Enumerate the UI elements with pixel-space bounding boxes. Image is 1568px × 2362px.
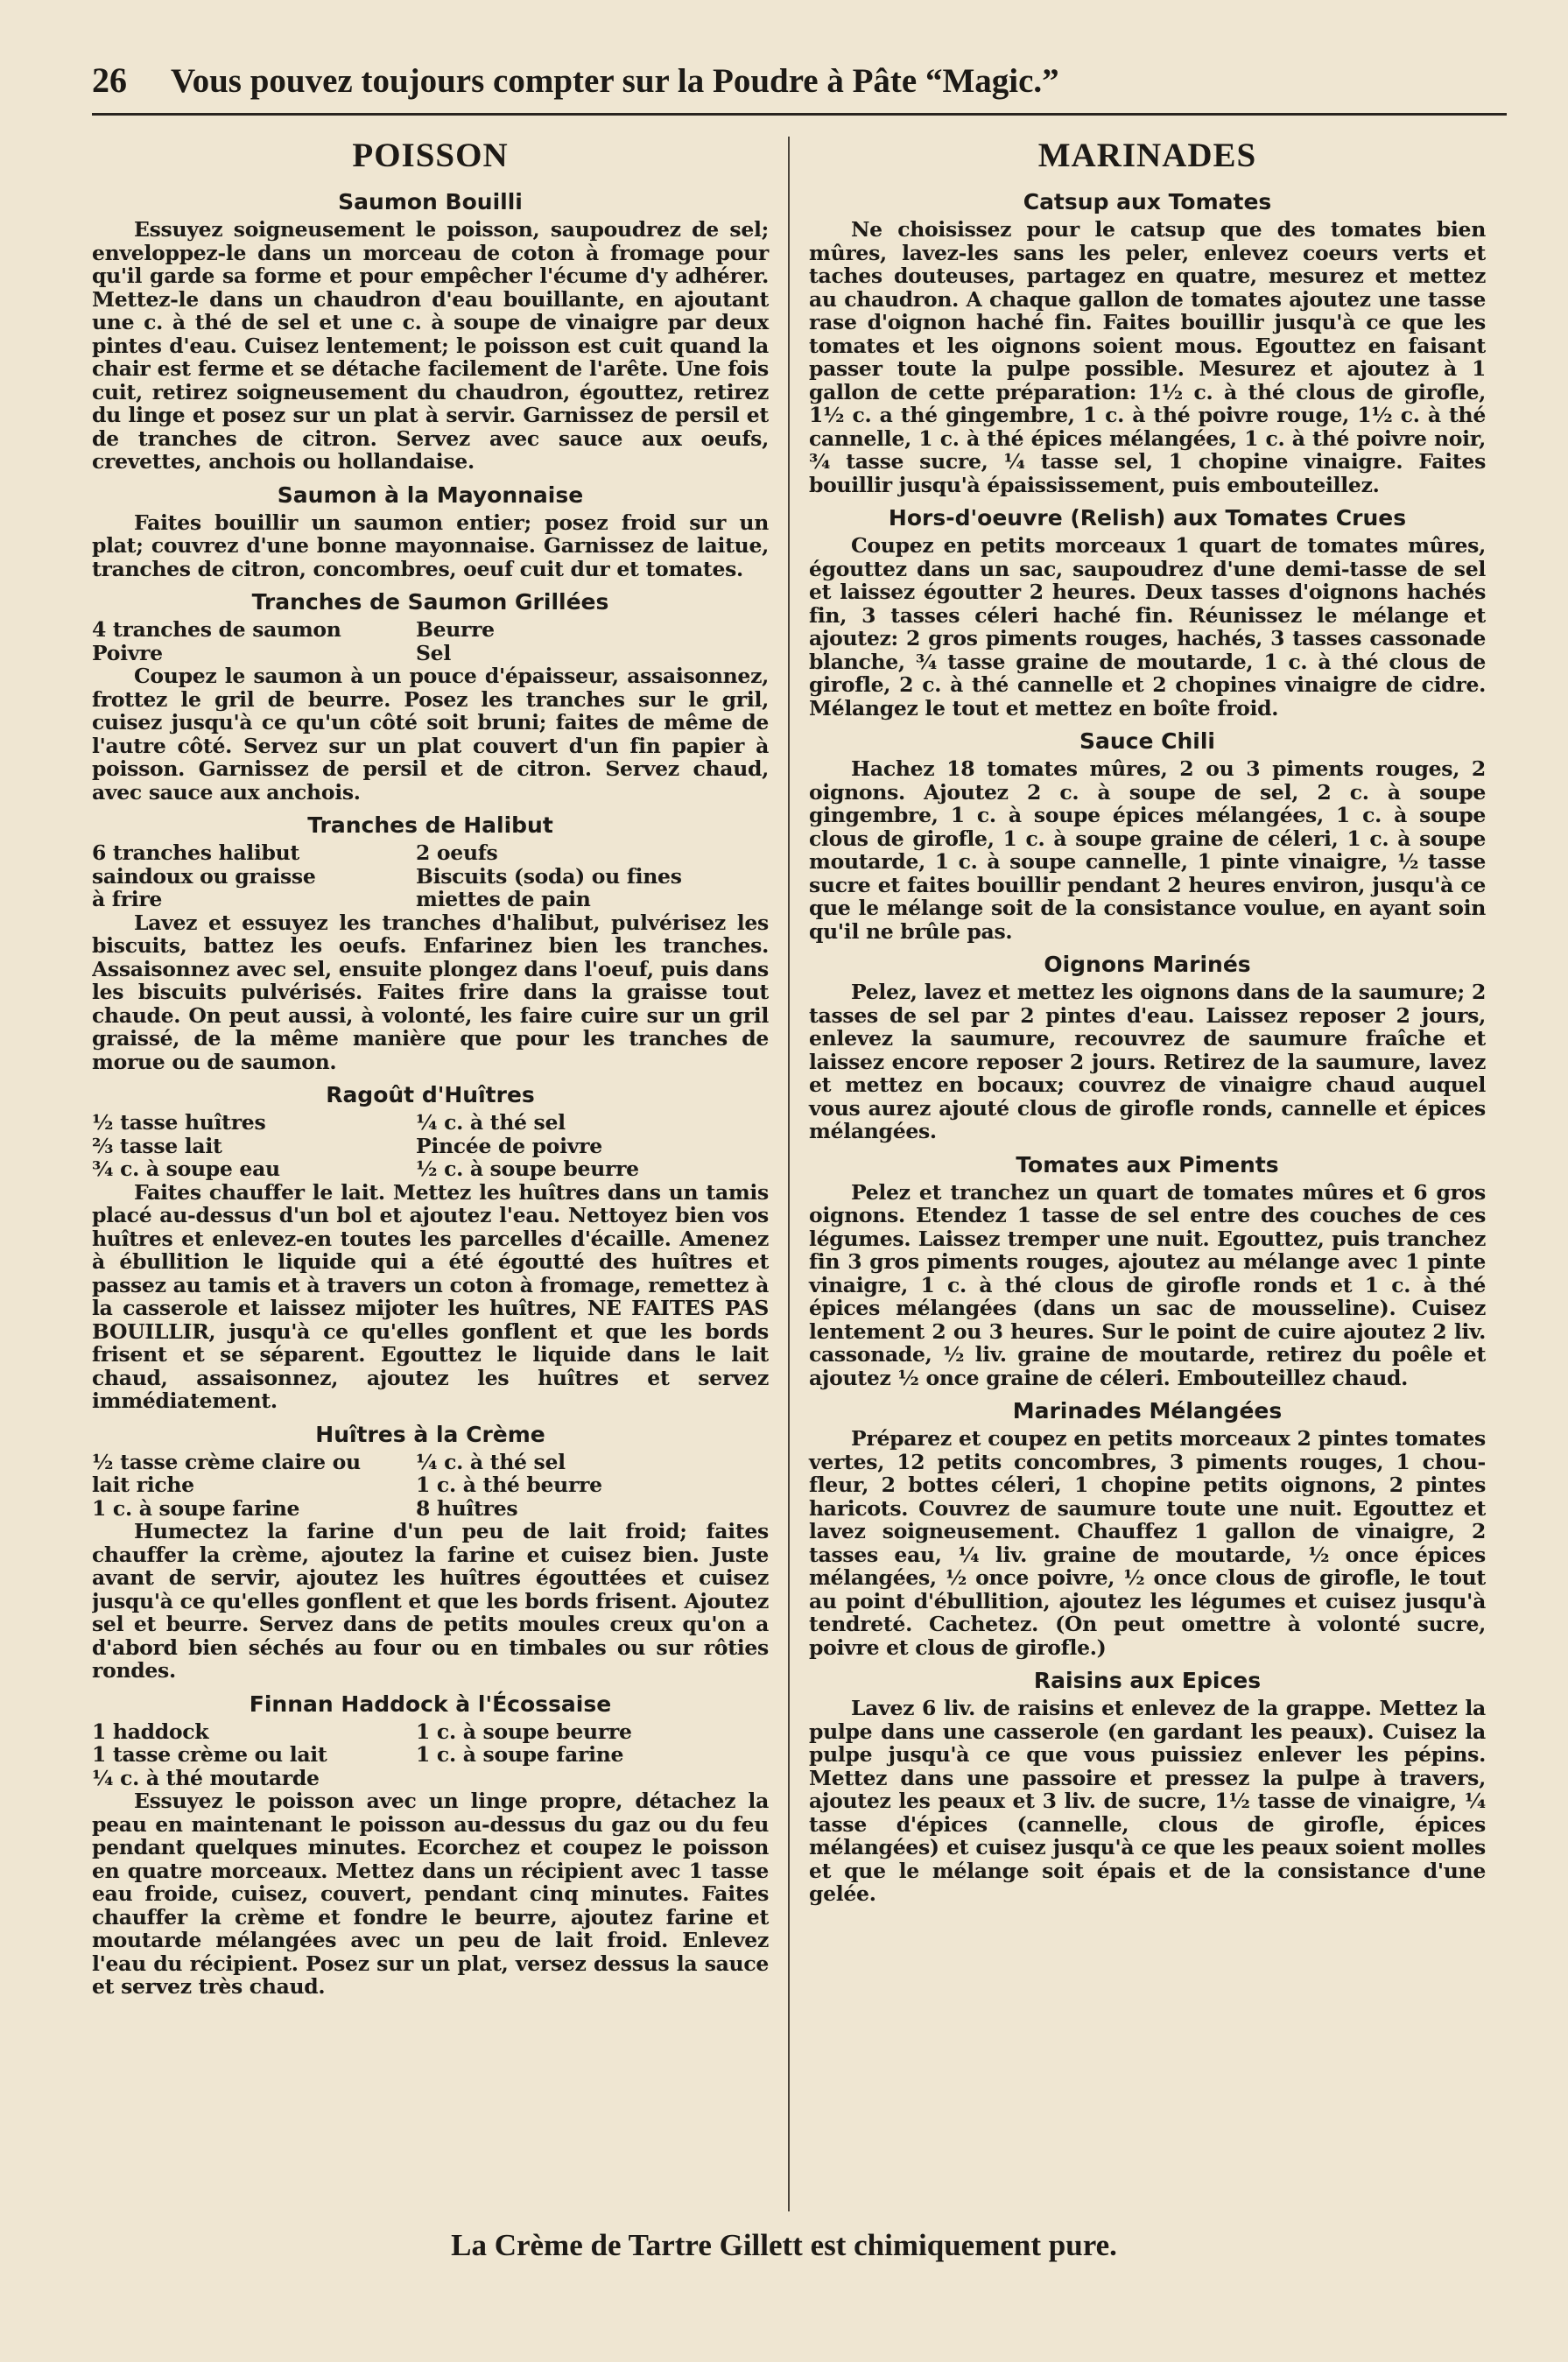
ingredient: ¾ c. à soupe eau: [92, 1156, 280, 1181]
recipe-title: Oignons Marinés: [1044, 952, 1251, 977]
recipe-title: Saumon Bouilli: [338, 189, 523, 214]
recipe: [92, 589, 769, 804]
recipe-title: Sauce Chili: [1079, 728, 1215, 754]
ingredient: 4 tranches de saumon: [92, 617, 341, 642]
recipe: [92, 1422, 769, 1683]
recipe-text: Lavez 6 liv. de raisins et enlevez de la grappe. Mettez la pulpe dans une casserole (en gardant les peaux). Cuisez la pulpe jusqu'à ce que vous puissiez enlever les pépins. Mettez dans une passoire et pressez la pulpe à travers, ajoutez les peaux et 3 liv. de sucre, 1½ tasse de vinaigre, ¼ tasse d'épices (cannelle, clous de girofle, épices mélangées) et cuisez jusqu'à ce que les peaux soient molles et que le mélange soit épais et de la consistance d'une gelée.: [809, 1696, 1486, 1906]
right-column: [790, 131, 1486, 2215]
recipe: [809, 728, 1486, 943]
ingredient-row: [92, 1157, 769, 1181]
left-column: [92, 131, 788, 2215]
recipe-text: Coupez en petits morceaux 1 quart de tomates mûres, égouttez dans un sac, saupoudrez d'une demi-tasse de sel et laissez égoutter 2 heures. Deux tasses d'oignons hachés fin, 3 tasses céleri haché fin. Réunissez le mélange et ajoutez: 2 gros piments rouges, hachés, 3 tasses cassonade blanche, ¾ tasse graine de moutarde, 1 c. à thé clous de girofle, 2 c. à thé cannelle et 2 chopines vinaigre de cidre. Mélangez le tout et mettez en boîte froid.: [809, 533, 1486, 721]
recipe-text: Humectez la farine d'un peu de lait froid; faites chauffer la crème, ajoutez la farine et cuisez bien. Juste avant de servir, ajoutez les huîtres égouttées et cuisez jusqu'à ce qu'elles gonflent et que les bords frisent. Ajoutez sel et beurre. Servez dans de petits moules creux qu'on a d'abord bien séchés au four ou en timbales ou sur rôties rondes.: [92, 1519, 769, 1683]
recipe: [92, 1691, 769, 1999]
recipe-title: Finnan Haddock à l'Écossaise: [249, 1691, 612, 1717]
recipe-title: Marinades Mélangées: [1012, 1398, 1283, 1424]
recipe-text: Hachez 18 tomates mûres, 2 ou 3 piments rouges, 2 oignons. Ajoutez 2 c. à soupe de sel, 2 c. à soupe gingembre, 1 c. à soupe épices mélangées, 1 c. à soupe clous de girofle, 1 c. à soupe graine de céleri, 1 c. à soupe moutarde, 1 c. à soupe cannelle, 1 pinte vinaigre, ½ tasse sucre et faites bouillir pendant 2 heures environ, jusqu'à ce que le mélange soit de la consistance voulue, en ayant soin qu'il ne brûle pas.: [809, 756, 1486, 944]
ingredient: 1 c. à soupe beurre: [416, 1719, 632, 1744]
ingredient: 1 haddock: [92, 1719, 209, 1744]
recipe-text: Pelez et tranchez un quart de tomates mûres et 6 gros oignons. Etendez 1 tasse de sel entre des couches de ces légumes. Laissez tremper une nuit. Egouttez, puis tranchez fin 3 gros piments rouges, ajoutez au mélange avec 1 pinte vinaigre, 1 c. à thé clous de girofle ronds et 1 c. à thé épices mélangées (dans un sac de mousseline). Cuisez lentement 2 ou 3 heures. Sur le point de cuire ajoutez 2 liv. cassonade, ½ liv. graine de moutarde, retirez du poêle et ajoutez ½ once graine de céleri. Embouteillez chaud.: [809, 1179, 1486, 1390]
ingredient-row: [92, 642, 769, 665]
ingredient: saindoux ou graisse à frire: [92, 863, 316, 911]
ingredient: Poivre: [92, 640, 163, 665]
ingredient: 1 c. à soupe farine: [92, 1495, 300, 1521]
ingredient: Biscuits (soda) ou fines miettes de pain: [416, 863, 682, 911]
page-header: [92, 61, 1507, 116]
recipe: [809, 189, 1486, 496]
ingredient: 2 oeufs: [416, 840, 498, 865]
ingredient-row: [92, 1111, 769, 1135]
recipe-text: Lavez et essuyez les tranches d'halibut, pulvérisez les biscuits, battez les oeufs. Enfarinez bien les tranches. Assaisonnez avec sel, ensuite plongez dans l'oeuf, puis dans les biscuits pulvérisés. Faites frire dans la graisse tout chaude. On peut aussi, à volonté, les faire cuire sur un gril graissé, de la même manière que pour les tranches de morue ou de saumon.: [92, 910, 769, 1074]
recipe-title: Tranches de Saumon Grillées: [251, 589, 609, 615]
page-footer: La Crème de Tartre Gillett est chimiquement pure.: [451, 2228, 1117, 2262]
ingredient-row: [92, 1743, 769, 1767]
recipe-title: Huîtres à la Crème: [315, 1421, 545, 1447]
ingredient: ½ c. à soupe beurre: [416, 1156, 639, 1181]
recipe-title: Tranches de Halibut: [307, 812, 553, 838]
page-number: 26: [92, 60, 127, 100]
recipe-title: Raisins aux Epices: [1033, 1668, 1262, 1693]
section-title-marinades: MARINADES: [1037, 137, 1257, 174]
ingredient: ¼ c. à thé sel: [416, 1110, 566, 1135]
ingredient: Beurre: [416, 617, 495, 642]
ingredient: ¼ c. à thé moutarde: [92, 1765, 320, 1790]
ingredient-row: [92, 1497, 769, 1521]
recipe-text: Préparez et coupez en petits morceaux 2 pintes tomates vertes, 12 petits concombres, 3 piments rouges, 1 chou-fleur, 2 bottes céleri, 1 chopine petits oignons, 2 pintes haricots. Couvrez de saumure toute une nuit. Egouttez et lavez soigneusement. Chauffez 1 gallon de vinaigre, 2 tasses eau, ¼ liv. graine de moutarde, ½ once épices mélangées, ½ once poivre, ½ once clous de girofle, le tout au point d'ébullition, ajoutez les légumes et cuisez jusqu'à tendreté. Cachetez. (On peut omettre à volonté sucre, poivre et clous de girofle.): [809, 1426, 1486, 1660]
recipe: [92, 1082, 769, 1413]
ingredient-row: [92, 865, 769, 911]
ingredient: 8 huîtres: [416, 1495, 518, 1521]
ingredient-row: [92, 618, 769, 642]
ingredient: 6 tranches halibut: [92, 840, 299, 865]
recipe-title: Ragoût d'Huîtres: [326, 1082, 535, 1107]
ingredient-row: [92, 1720, 769, 1744]
recipe-title: Hors-d'oeuvre (Relish) aux Tomates Crues: [888, 505, 1407, 531]
recipe-text: Faites bouillir un saumon entier; posez froid sur un plat; couvrez d'une bonne mayonnaise. Garnissez de laitue, tranches de citron, concombres, oeuf cuit dur et tomates.: [92, 510, 769, 581]
ingredient: ½ tasse crème claire ou lait riche: [92, 1449, 361, 1497]
two-column-body: [92, 131, 1507, 2215]
recipe-text: Essuyez le poisson avec un linge propre, détachez la peau en maintenant le poisson au-dessus du gaz ou du feu pendant quelques minutes. Ecorchez et coupez le poisson en quatre morceaux. Mettez dans un récipient avec 1 tasse eau froide, cuisez, couvert, pendant cinq minutes. Faites chauffer la crème et fondre le beurre, ajoutez farine et moutarde mélangées avec un peu de lait froid. Enlevez l'eau du récipient. Posez sur un plat, versez dessus la sauce et servez très chaud.: [92, 1789, 769, 1999]
ingredient: ⅔ tasse lait: [92, 1133, 222, 1158]
recipe: [92, 189, 769, 474]
recipe-title: Saumon à la Mayonnaise: [277, 482, 584, 508]
recipe: [809, 505, 1486, 720]
recipe-title: Tomates aux Piments: [1016, 1151, 1279, 1177]
recipe-text: Coupez le saumon à un pouce d'épaisseur, assaisonnez, frottez le gril de beurre. Posez les tranches sur le gril, cuisez jusqu'à ce qu'un côté soit bruni; faites de même de l'autre côté. Servez sur un plat couvert d'un fin papier à poisson. Garnissez de persil et de citron. Servez chaud, avec sauce aux anchois.: [92, 664, 769, 805]
recipe: [92, 812, 769, 1073]
recipe-text: Ne choisissez pour le catsup que des tomates bien mûres, lavez-les sans les peler, enlevez coeurs verts et taches douteuses, partagez en quatre, mesurez et mettez au chaudron. A chaque gallon de tomates ajoutez une tasse rase d'oignon haché fin. Faites bouillir jusqu'à ce que les tomates et les oignons soient mous. Egouttez en faisant passer toute la pulpe possible. Mesurez et ajoutez à 1 gallon de cette préparation: 1½ c. à thé clous de girofle, 1½ c. a thé gingembre, 1 c. à thé poivre rouge, 1½ c. à thé cannelle, 1 c. à thé épices mélangées, 1 c. à thé poivre noir, ¾ tasse sucre, ¼ tasse sel, 1 chopine vinaigre. Faites bouillir jusqu'à épaississement, puis embouteillez.: [809, 217, 1486, 497]
recipe: [809, 952, 1486, 1143]
recipe: [809, 1668, 1486, 1906]
header-slogan: Vous pouvez toujours compter sur la Poudre à Pâte “Magic.”: [171, 62, 1059, 100]
recipe: [92, 482, 769, 581]
ingredient: 1 tasse crème ou lait: [92, 1742, 327, 1767]
section-title-poisson: POISSON: [352, 137, 509, 174]
ingredient-row: [92, 841, 769, 865]
recipe: [809, 1398, 1486, 1659]
ingredient: 1 c. à soupe farine: [416, 1742, 624, 1767]
recipe-text: Essuyez soigneusement le poisson, saupoudrez de sel; enveloppez-le dans un morceau de coton à fromage pour qu'il garde sa forme et pour empêcher l'écume d'y adhérer. Mettez-le dans un chaudron d'eau bouillante, en ajoutant une c. à thé de sel et une c. à soupe de vinaigre par deux pintes d'eau. Cuisez lentement; le poisson est cuit quand la chair est ferme et se détache facilement de l'arête. Une fois cuit, retirez soigneusement du chaudron, égouttez, retirez du linge et posez sur un plat à servir. Garnissez de persil et de tranches de citron. Servez avec sauce aux oeufs, crevettes, anchois ou hollandaise.: [92, 217, 769, 474]
ingredient: Pincée de poivre: [416, 1133, 602, 1158]
ingredient-row: [92, 1451, 769, 1497]
ingredient: ¼ c. à thé sel 1 c. à thé beurre: [416, 1449, 602, 1497]
ingredient-row: [92, 1767, 769, 1790]
recipe-title: Catsup aux Tomates: [1023, 189, 1272, 214]
ingredient-row: [92, 1135, 769, 1158]
recipe-text: Pelez, lavez et mettez les oignons dans de la saumure; 2 tasses de sel par 2 pintes d'eau. Laissez reposer 2 jours, enlevez la saumure, recouvrez de saumure fraîche et laissez encore reposer 2 jours. Retirez de la saumure, lavez et mettez en bocaux; couvrez de vinaigre chaud auquel vous aurez ajouté clous de girofle ronds, cannelle et épices mélangées.: [809, 980, 1486, 1143]
recipe-text: Faites chauffer le lait. Mettez les huîtres dans un tamis placé au-dessus d'un bol et ajoutez l'eau. Nettoyez bien vos huîtres et enlevez-en toutes les parcelles d'écaille. Amenez à ébullition le liquide qui a été égoutté des huîtres et passez au tamis et à travers un coton à fromage, remettez à la casserole et laissez mijoter les huîtres, NE FAITES PAS BOUILLIR, jusqu'à ce qu'elles gonflent et que les bords frisent et se séparent. Egouttez le liquide dans le lait chaud, assaisonnez, ajoutez les huîtres et servez immédiatement.: [92, 1179, 769, 1413]
ingredient: ½ tasse huîtres: [92, 1110, 266, 1135]
ingredient: Sel: [416, 640, 451, 665]
recipe: [809, 1152, 1486, 1390]
